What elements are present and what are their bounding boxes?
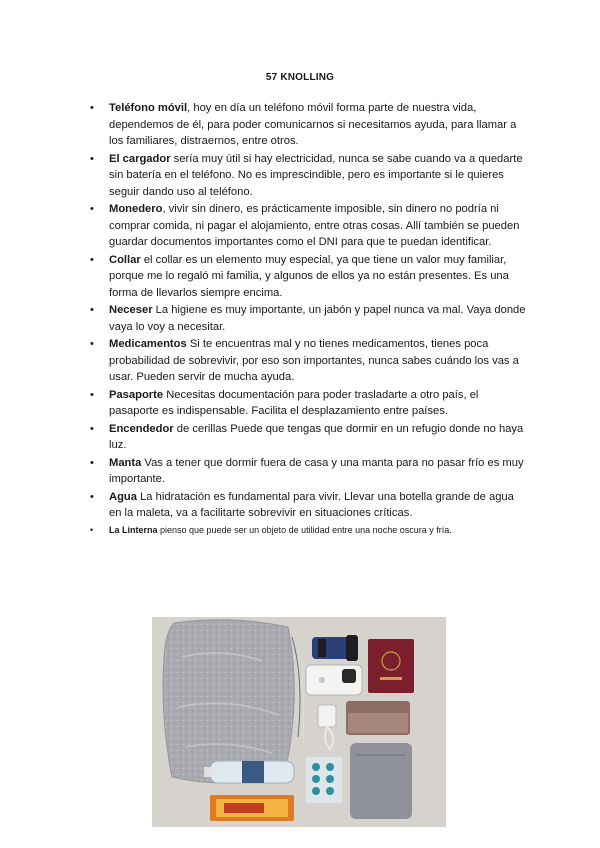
water-bottle-object xyxy=(204,761,294,783)
item-text: Si te encuentras mal y no tienes medicamentos, tienes poca probabilidad de sobrevivir, por eso son importantes, nunca sabes cuándo los vas a usar. Pueden servir de mucha ayuda. xyxy=(109,338,519,384)
list-item xyxy=(90,524,526,537)
toiletry-bag-object xyxy=(350,743,412,819)
item-text: Vas a tener que dormir fuera de casa y una manta para no pasar frío es muy importante. xyxy=(109,456,524,486)
wallet-object xyxy=(346,701,410,735)
flashlight-object xyxy=(312,635,358,661)
item-term: Monedero xyxy=(109,203,163,216)
item-term: Teléfono móvil xyxy=(109,102,188,114)
item-term: Agua xyxy=(109,490,137,503)
item-term: Neceser xyxy=(109,304,153,317)
item-term: Medicamentos xyxy=(109,338,187,351)
matches-object xyxy=(210,795,294,821)
knolling-photo xyxy=(152,617,446,827)
pills-object xyxy=(306,757,342,803)
item-term: El cargador xyxy=(109,152,171,165)
list-item xyxy=(90,336,526,386)
passport-object xyxy=(368,639,414,693)
item-term: La Linterna xyxy=(109,525,158,536)
item-list xyxy=(90,100,526,538)
list-item xyxy=(90,421,526,454)
list-item xyxy=(90,387,526,420)
list-item xyxy=(90,455,526,488)
item-text: La higiene es muy importante, un jabón y papel nunca va mal. Vaya donde vaya lo voy a necesitar. xyxy=(109,304,526,333)
item-text: , hoy en día un teléfono móvil forma parte de nuestra vida, dependemos de él, para poder comunicarnos si necesitamos ayuda, para llamar a los familiares, distraernos, entre otros. xyxy=(109,102,517,148)
list-item xyxy=(90,489,526,522)
item-term: Pasaporte xyxy=(109,388,164,401)
item-text: de cerillas Puede que tengas que dormir en un refugio donde no haya luz. xyxy=(109,422,524,452)
item-term: Collar xyxy=(109,253,141,266)
item-text: La hidratación es fundamental para vivir. Llevar una botella grande de agua en la maleta, va a facilitarte sobrevivir en situaciones críticas. xyxy=(109,490,514,520)
list-item xyxy=(90,151,526,201)
blanket-object xyxy=(163,620,300,783)
item-text: Necesitas documentación para poder trasladarte a otro país, el pasaporte es indispensable. Facilita el desplazamiento entre países. xyxy=(109,388,479,418)
list-item xyxy=(90,100,526,150)
phone-object xyxy=(306,665,362,695)
item-text: el collar es un elemento muy especial, ya que tiene un valor muy familiar, porque me lo regaló mi familia, y algunos de ellos ya no están presentes. Es una forma de llevarlos siempre encima. xyxy=(109,253,509,299)
list-item xyxy=(90,201,526,251)
item-text: , vivir sin dinero, es prácticamente imposible, sin dinero no podría ni comprar comida, ni pagar el alojamiento, entre otras cosas. Allí también se pueden guardar documentos importantes como el DNI para que te puedan identificar. xyxy=(109,203,520,249)
list-item xyxy=(90,302,526,335)
list-item xyxy=(90,252,526,302)
item-text: pienso que puede ser un objeto de utilidad entre una noche oscura y fría. xyxy=(157,525,452,536)
item-text: sería muy útil si hay electricidad, nunca se sabe cuando va a quedarte sin batería en el teléfono. No es imprescindible, pero es importante si le quieres seguir dando uso al teléfono. xyxy=(109,152,523,198)
document-title: 57 KNOLLING xyxy=(265,72,335,83)
item-term: Manta xyxy=(109,456,142,469)
item-term: Encendedor xyxy=(109,422,174,435)
